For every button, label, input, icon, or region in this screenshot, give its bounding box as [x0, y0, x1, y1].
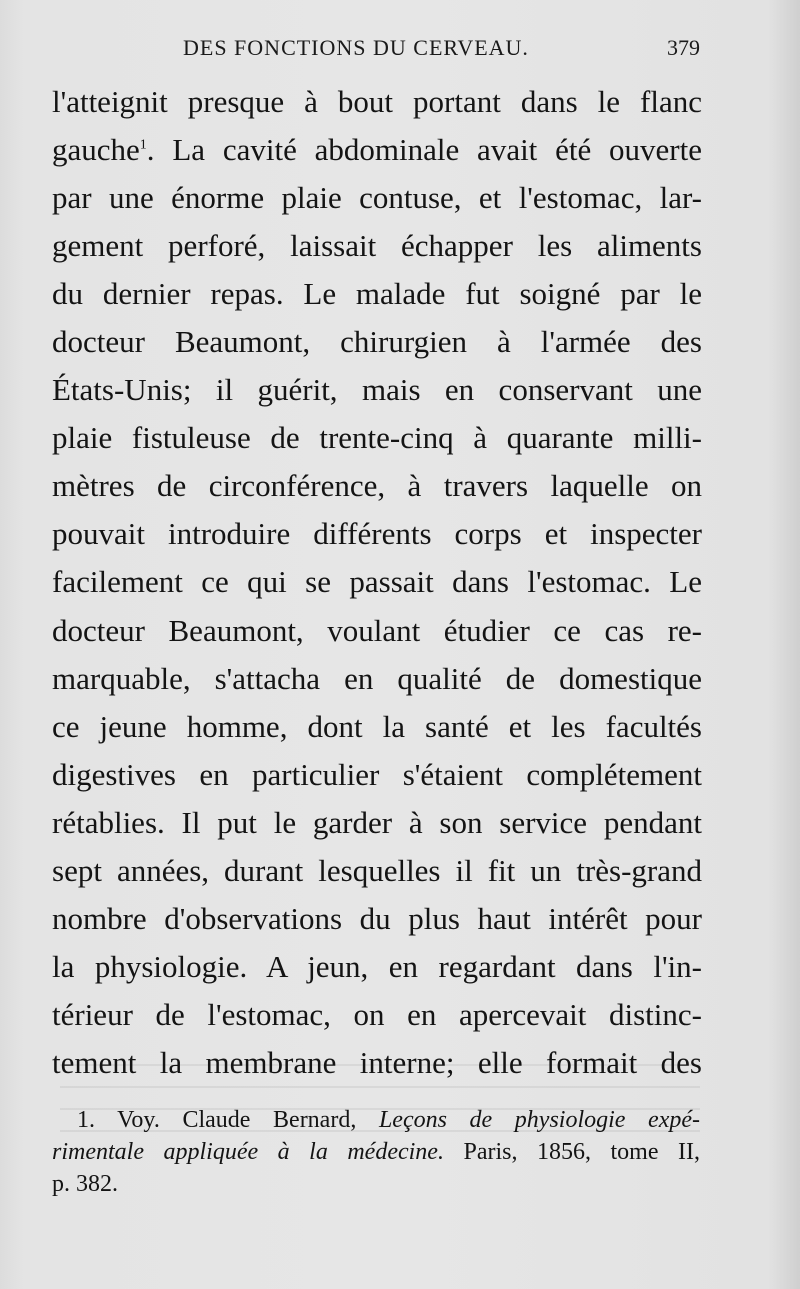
text-line: tement la membrane interne; elle formait des — [52, 1044, 702, 1080]
text-line: facilement ce qui se passait dans l'estomac. Le — [52, 564, 702, 600]
text-line: pouvait introduire différents corps et inspecter — [52, 516, 702, 552]
running-head: DES FONCTIONS DU CERVEAU. — [183, 35, 529, 60]
text-fragment: . La cavité abdominale avait été ouverte — [146, 132, 702, 168]
footnote-line — [52, 1136, 700, 1168]
footnote-number: 1. — [77, 1107, 95, 1133]
text-line: marquable, s'attacha en qualité de domestique — [52, 660, 702, 696]
footnote-text: Voy. Claude Bernard, — [117, 1107, 357, 1133]
footnote — [52, 1104, 700, 1200]
footnote-marker: 1 — [139, 137, 147, 153]
page-number: 379 — [667, 35, 700, 60]
text-line: États-Unis; il guérit, mais en conservant une — [52, 372, 702, 408]
footnote-title: rimentale appliquée à la médecine. — [52, 1139, 444, 1165]
text-line: nombre d'observations du plus haut intérêt pour — [52, 900, 702, 936]
text-line: docteur Beaumont, chirurgien à l'armée des — [52, 324, 702, 360]
text-line: mètres de circonférence, à travers laquelle on — [52, 468, 702, 504]
text-line: ce jeune homme, dont la santé et les facultés — [52, 708, 702, 744]
text-line: térieur de l'estomac, on en apercevait distinc- — [52, 996, 702, 1032]
footnote-line — [52, 1104, 700, 1136]
text-line — [52, 126, 702, 174]
footnote-line: p. 382. — [52, 1171, 118, 1197]
text-line: digestives en particulier s'étaient complétement — [52, 756, 702, 792]
text-line: docteur Beaumont, voulant étudier ce cas re- — [52, 612, 702, 648]
text-line: la physiologie. A jeun, en regardant dans l'in- — [52, 948, 702, 984]
body-text — [52, 78, 702, 1087]
footnote-text: Paris, 1856, tome II, — [463, 1139, 700, 1165]
text-line: l'atteignit presque à bout portant dans le flanc — [52, 84, 702, 119]
text-fragment: gauche — [52, 132, 140, 168]
text-line: par une énorme plaie contuse, et l'estomac, lar- — [52, 180, 702, 216]
text-line: du dernier repas. Le malade fut soigné par le — [52, 276, 702, 312]
text-line: rétablies. Il put le garder à son service pendant — [52, 804, 702, 840]
text-line: gement perforé, laissait échapper les aliments — [52, 228, 702, 264]
footnote-title: Leçons de physiologie expé- — [378, 1107, 700, 1133]
text-line: plaie fistuleuse de trente-cinq à quarante milli- — [52, 420, 702, 456]
text-line: sept années, durant lesquelles il fit un très-grand — [52, 852, 702, 888]
